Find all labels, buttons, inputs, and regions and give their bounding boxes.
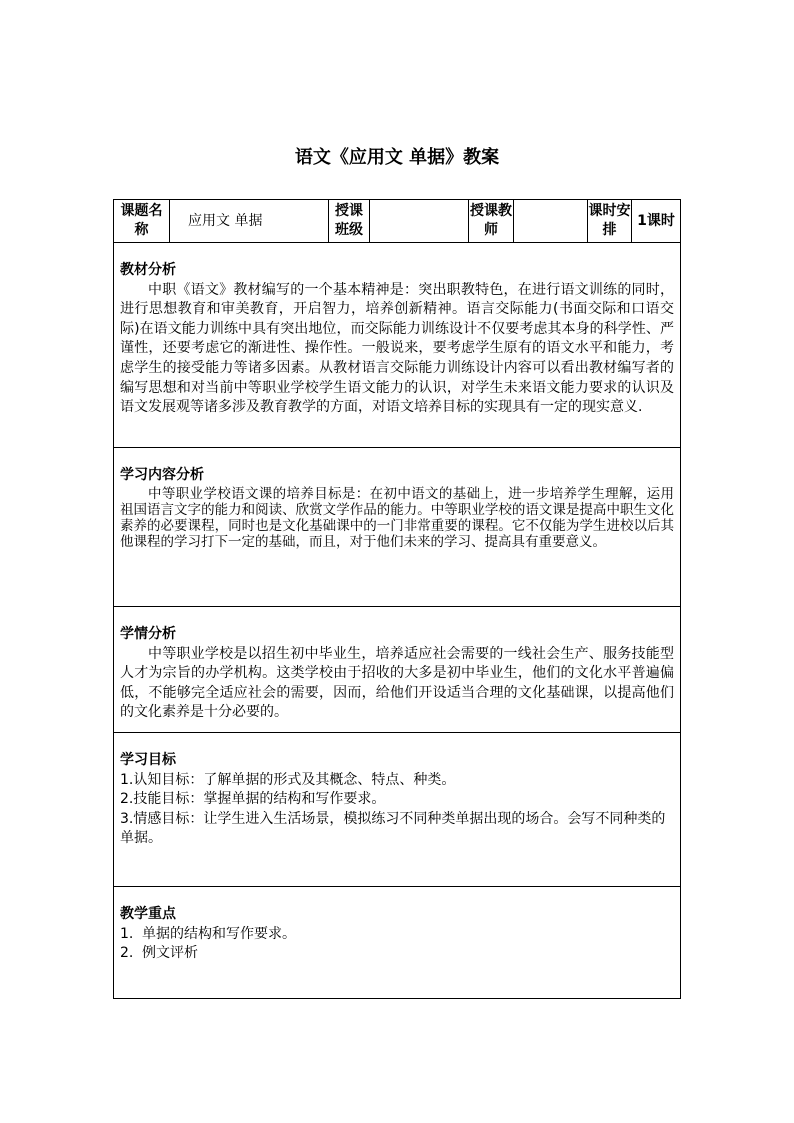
teacher-label: 授课教师 [469,200,514,243]
student-analysis-body: 中等职业学校是以招生初中毕业生，培养适应社会需要的一线社会生产、服务技能型人才为宗旨的办学机构。这类学校由于招收的大多是初中毕业生，他们的文化水平普遍偏低，不能够完全适应社会的需要，因而，给他们开设适当合理的文化基础课，以提高他们的文化素养是十分必要的。 [120,645,674,721]
key-point-item [120,925,674,945]
content-analysis-cell [114,448,681,607]
key-point-item [120,944,674,964]
learning-goal-item: 2.技能目标：掌握单据的结构和写作要求。 [120,791,386,808]
learning-goal-item: 1.认知目标：了解单据的形式及其概念、特点、种类。 [120,771,456,788]
topic-label: 课题名称 [114,200,170,243]
key-points-row [114,887,681,999]
learning-goals-row [114,733,681,887]
content-analysis-heading: 学习内容分析 [120,467,204,483]
student-analysis-row [114,607,681,733]
lesson-plan-table [113,199,681,999]
student-analysis-cell [114,607,681,733]
teacher-value [514,200,588,243]
student-analysis-heading: 学情分析 [120,626,176,642]
key-point-text: 单据的结构和写作要求。 [142,925,296,942]
content-analysis-row [114,448,681,607]
learning-goals-heading: 学习目标 [120,752,176,768]
header-row [114,200,681,243]
document-title: 语文《应用文 单据》教案 [294,147,500,168]
hours-label: 课时安排 [588,200,632,243]
material-analysis-cell [114,243,681,448]
learning-goals-cell [114,733,681,887]
key-point-text: 例文评析 [142,945,198,962]
material-analysis-body: 中职《语文》教材编写的一个基本精神是：突出职教特色，在进行语文训练的同时，进行思想教育和审美教育，开启智力，培养创新精神。语言交际能力(书面交际和口语交际)在语文能力训练中具有突出地位，而交际能力训练设计不仅要考虑其本身的科学性、严谨性，还要考虑它的渐进性、操作性。一般说来，要考虑学生原有的语文水平和能力，考虑学生的接受能力等诸多因素。从教材语言交际能力训练设计内容可以看出教材编写者的编写思想和对当前中等职业学校学生语文能力的认识，对学生未来语文能力要求的认识及语文发展观等诸多涉及教育教学的方面，对语文培养目标的实现具有一定的现实意义. [120,281,674,416]
hours-value: 1课时 [632,200,681,243]
topic-value: 应用文 单据 [170,200,329,243]
key-point-number: 2. [120,945,134,962]
class-label: 授课班级 [329,200,370,243]
key-points-cell [114,887,681,999]
key-point-number: 1. [120,925,134,942]
key-points-heading: 教学重点 [120,906,176,922]
learning-goal-item: 3.情感目标：让学生进入生活场景，模拟练习不同种类单据出现的场合。会写不同种类的单据。 [120,810,666,847]
class-value [370,200,469,243]
content-analysis-body: 中等职业学校语文课的培养目标是：在初中语文的基础上，进一步培养学生理解，运用祖国语言文字的能力和阅读、欣赏文学作品的能力。中等职业学校的语文课是提高中职生文化素养的必要课程，同时也是文化基础课中的一门非常重要的课程。它不仅能为学生进校以后其他课程的学习打下一定的基础，而且，对于他们未来的学习、提高具有重要意义。 [120,485,674,550]
material-analysis-row [114,243,681,448]
material-analysis-heading: 教材分析 [120,262,176,278]
